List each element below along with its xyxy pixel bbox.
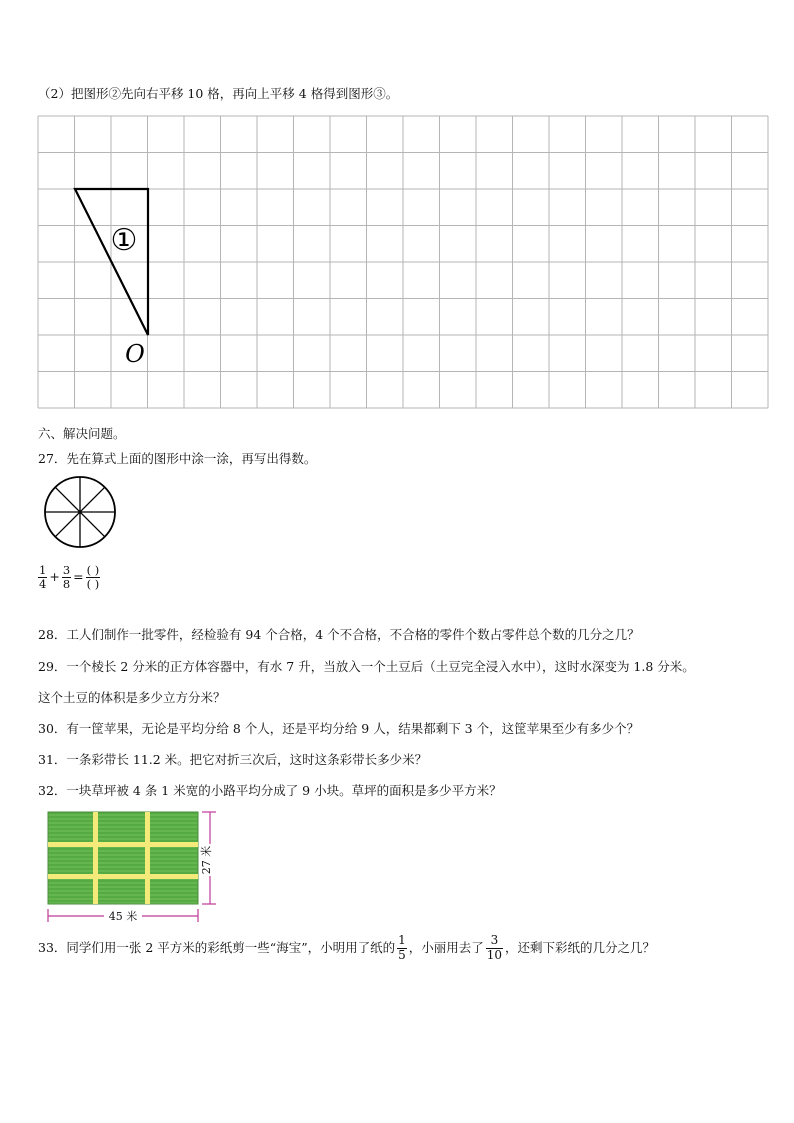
q29-text-line1: 29．一个棱长 2 分米的正方体容器中，有水 7 升，当放入一个土豆后（土豆完全浸入水中），这时水深变为 1.8 分米。 <box>38 659 695 674</box>
equals-sign: = <box>73 569 84 585</box>
q29-text-line2: 这个土豆的体积是多少立方分米？ <box>38 690 226 705</box>
q27-text: 27．先在算式上面的图形中涂一涂，再写出得数。 <box>38 451 317 466</box>
q28-text: 28．工人们制作一批零件，经检验有 94 个合格，4 个不合格，不合格的零件个数占零件总个数的几分之几？ <box>38 627 640 642</box>
lawn-height-label: 27 米 <box>200 845 213 875</box>
q31-text: 31．一条彩带长 11.2 米。把它对折三次后，这时这条彩带长多少米？ <box>38 752 428 767</box>
section-title: 六、解决问题。 <box>38 426 126 441</box>
plus-sign: + <box>49 569 60 585</box>
fraction-three-tenths: $\frac{3}{10}$ <box>486 933 503 962</box>
q30-text: 30．有一筐苹果，无论是平均分给 8 个人，还是平均分给 9 人，结果都剩下 3 个，这筐苹果至少有多少个？ <box>38 721 640 736</box>
q33-text: 33．同学们用一张 2 平方米的彩纸剪一些“海宝”，小明用了纸的 $\frac{1}{5}$ ，小丽用去了 $\frac{3}{10}$ ，还剩下彩纸的几分之几？ <box>38 933 656 962</box>
shape-label: ① <box>110 223 138 258</box>
lawn-figure <box>38 808 228 926</box>
q32-text: 32．一块草坪被 4 条 1 米宽的小路平均分成了 9 小块。草坪的面积是多少平方米？ <box>38 783 502 798</box>
point-o-label: O <box>125 340 145 368</box>
grid-figure <box>0 110 794 410</box>
lawn-area <box>48 812 198 904</box>
answer-blank-fraction[interactable]: $\frac{( )}{( )}$ <box>86 563 100 592</box>
fraction-one-fifth: $\frac{1}{5}$ <box>398 933 406 962</box>
lawn-width-label: 45 米 <box>108 910 138 923</box>
fraction-three-eighths: $\frac{3}{8}$ <box>62 563 71 592</box>
q27-equation <box>36 564 102 591</box>
fraction-one-quarter: $\frac{1}{4}$ <box>39 563 47 592</box>
q26-part2-text: （2）把图形②先向右平移 10 格，再向上平移 4 格得到图形③。 <box>38 86 399 101</box>
circle-divided-8 <box>40 476 120 556</box>
